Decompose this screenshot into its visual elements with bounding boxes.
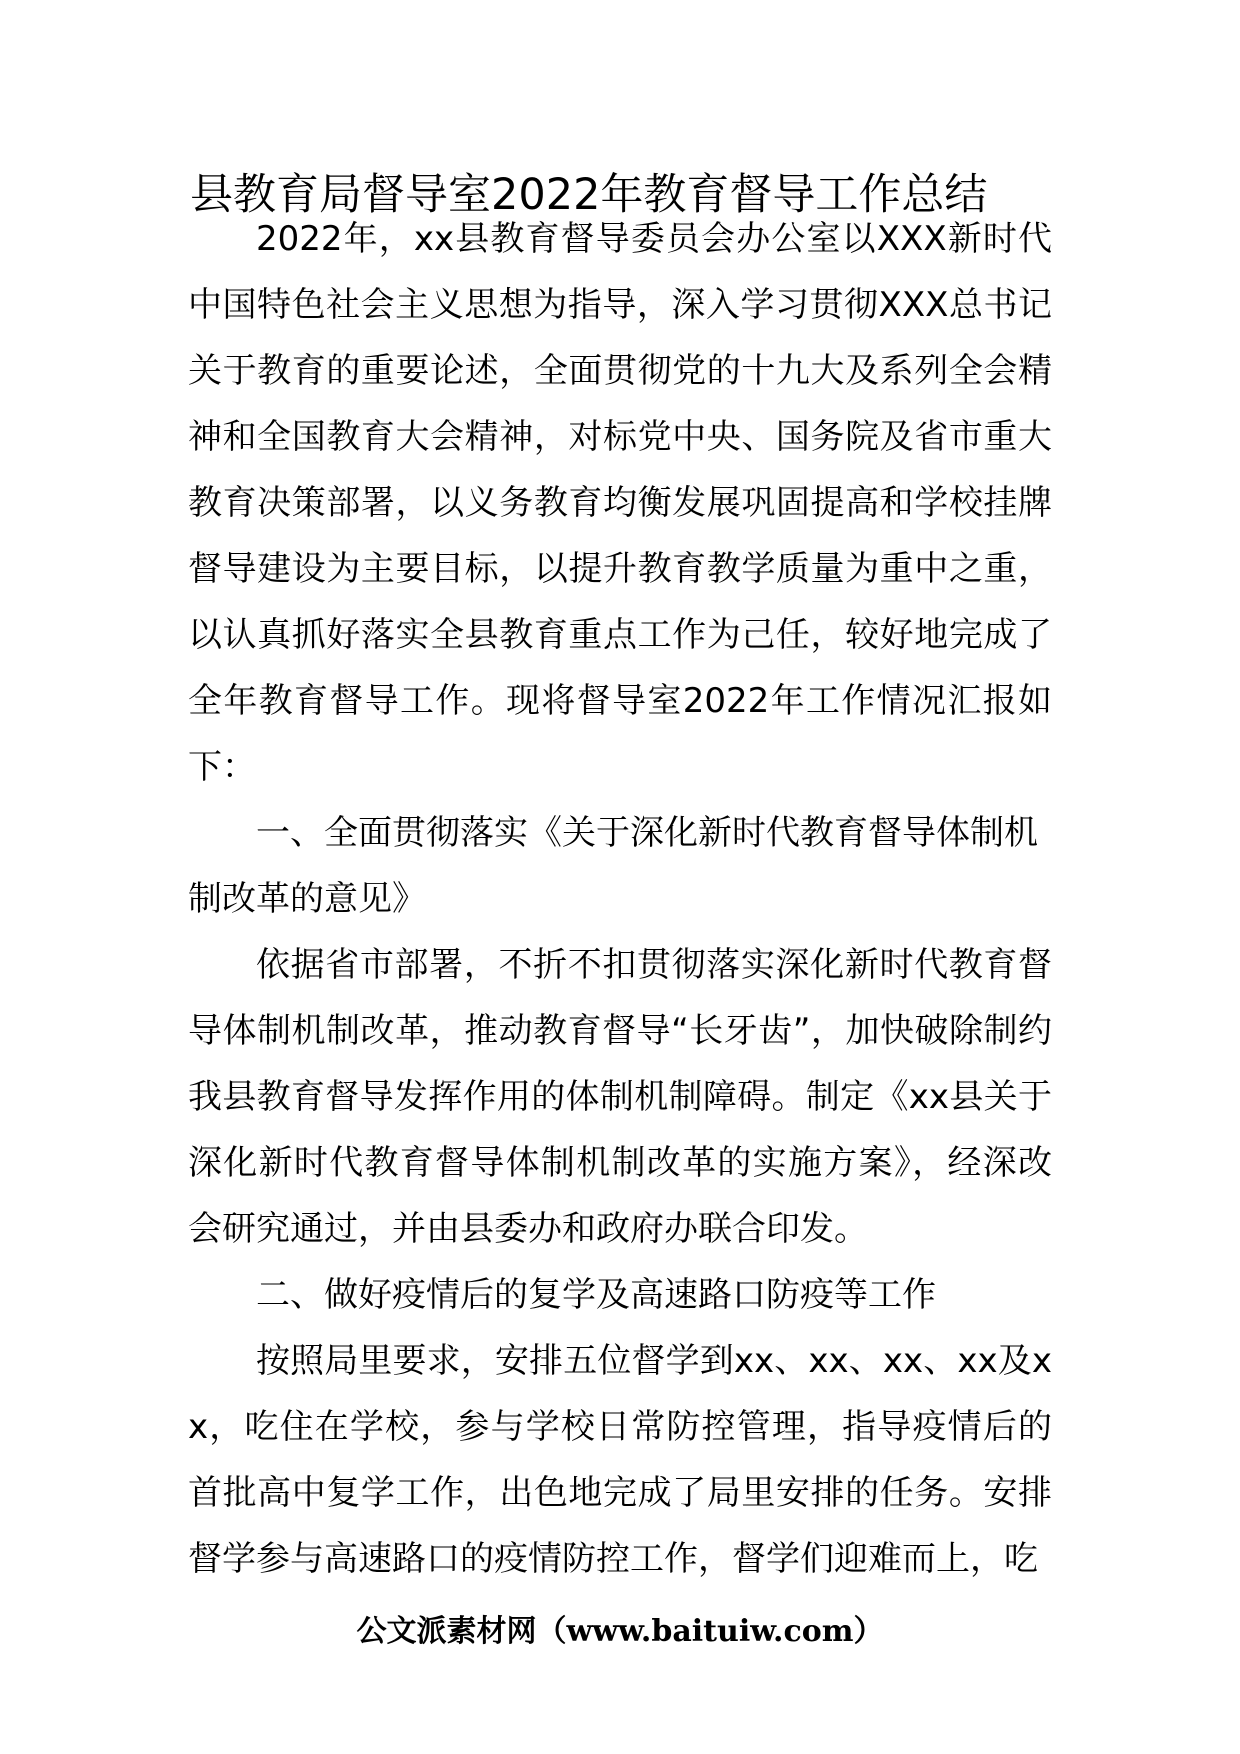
section-1-paragraph: 依据省市部署，不折不扣贯彻落实深化新时代教育督导体制机制改革，推动教育督导“长牙齿”，加快破除制约我县教育督导发挥作用的体制机制障碍。制定《xx县关于深化新时代教育督导体制机制改革的实施方案》，经深改会研究通过，并由县委办和政府办联合印发。 xyxy=(188,945,1052,1249)
section-heading-2: 二、做好疫情后的复学及高速路口防疫等工作 xyxy=(256,1275,936,1315)
document-body xyxy=(188,206,1052,1592)
intro-paragraph: 2022年，xx县教育督导委员会办公室以XXX新时代中国特色社会主义思想为指导，深入学习贯彻XXX总书记关于教育的重要论述，全面贯彻党的十九大及系列全会精神和全国教育大会精神，对标党中央、国务院及省市重大教育决策部署，以义务教育均衡发展巩固提高和学校挂牌督导建设为主要目标，以提升教育教学质量为重中之重，以认真抓好落实全县教育重点工作为己任，较好地完成了全年教育督导工作。现将督导室2022年工作情况汇报如下： xyxy=(188,219,1052,787)
section-2-paragraph: 按照局里要求，安排五位督学到xx、xx、xx、xx及xx，吃住在学校，参与学校日常防控管理，指导疫情后的首批高中复学工作，出色地完成了局里安排的任务。安排督学参与高速路口的疫情防控工作，督学们迎难而上，吃 xyxy=(188,1341,1052,1579)
footer-watermark: 公文派素材网（www.baituiw.com） xyxy=(356,1614,884,1649)
document-title: 县教育局督导室2022年教育督导工作总结 xyxy=(190,170,988,220)
section-heading-1: 一、全面贯彻落实《关于深化新时代教育督导体制机制改革的意见》 xyxy=(188,813,1038,919)
